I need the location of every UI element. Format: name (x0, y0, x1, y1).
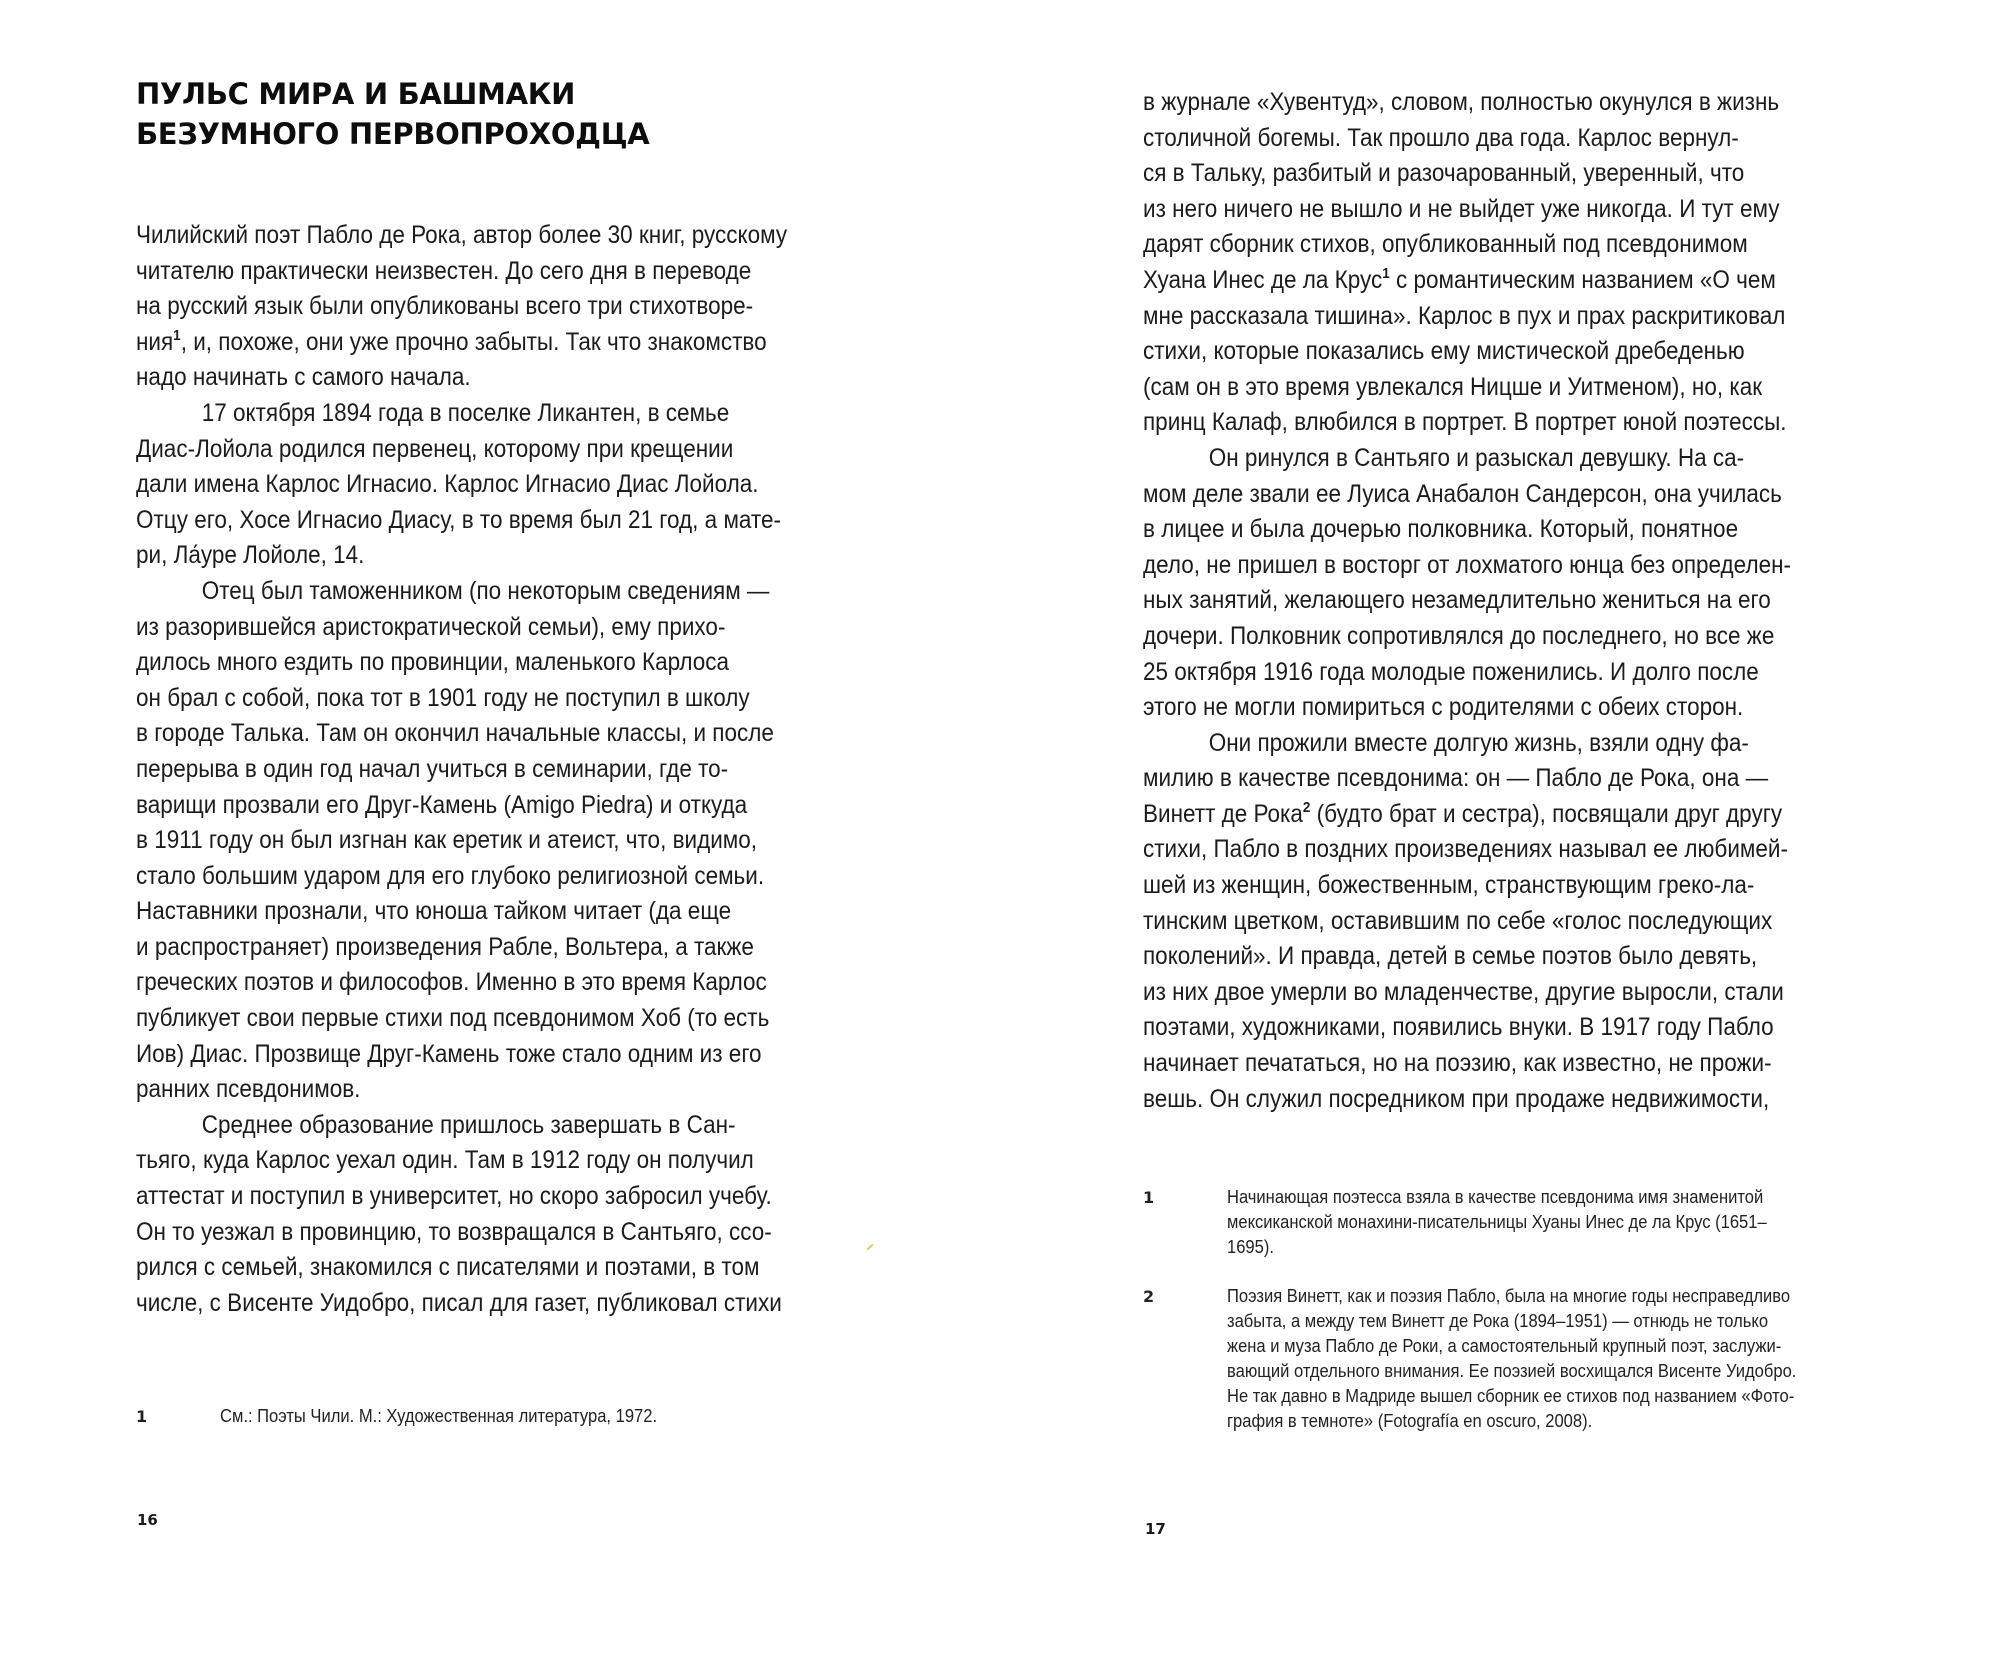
body-line-text: тинским цветком, оставившим по себе «голос последующих (1143, 906, 1773, 935)
body-line (1143, 370, 1791, 406)
body-line (136, 396, 787, 432)
body-line-text: Отцу его, Хосе Игнасио Диасу, в то время был 21 год, а мате- (136, 505, 781, 534)
body-line-text: греческих поэтов и философов. Именно в это время Карлос (136, 968, 767, 997)
footnote-line: Не так давно в Мадриде вышел сборник ее стихов под названием «Фото- (1227, 1386, 1795, 1406)
body-line (136, 1001, 787, 1037)
body-line (1143, 227, 1791, 263)
body-line (136, 1037, 787, 1073)
footnote-text (1227, 1185, 1796, 1260)
body-line-text: дочери. Полковник сопротивлялся до последнего, но все же (1143, 621, 1775, 650)
body-line (136, 894, 787, 930)
body-line (136, 289, 787, 325)
body-line-text: публикует свои первые стихи под псевдонимом Хоб (то есть (136, 1004, 770, 1033)
body-text (136, 218, 787, 1321)
footnote (1143, 1185, 1846, 1260)
footnote (136, 1404, 695, 1429)
footnote-text (1227, 1284, 1796, 1434)
body-line (136, 752, 787, 788)
body-line (1143, 156, 1791, 192)
body-line (1143, 1046, 1791, 1082)
footnote-number: 2 (1143, 1287, 1155, 1306)
body-text (1143, 85, 1791, 1117)
body-line (1143, 904, 1791, 940)
footnote-line: графия в темноте» (Fotografía en oscuro, 2008). (1227, 1411, 1593, 1431)
body-line-text: столичной богемы. Так прошло два года. Карлос вернул- (1143, 123, 1739, 152)
footnote-line: См.: Поэты Чили. М.: Художественная литература, 1972. (220, 1406, 658, 1426)
body-line-text: и распространяет) произведения Рабле, Вольтера, а также (136, 932, 754, 961)
body-line (136, 1143, 787, 1179)
footnote-line: забыта, а между тем Винетт де Рока (1894–1951) — отнюдь не только (1227, 1311, 1769, 1331)
chapter-title-line: БЕЗУМНОГО ПЕРВОПРОХОДЦА (136, 117, 650, 151)
body-line (136, 503, 787, 539)
body-line-text: рился с семьей, знакомился с писателями и поэтами, в том (136, 1253, 760, 1282)
body-line (136, 218, 787, 254)
body-line (1143, 832, 1791, 868)
body-line-text: дилось много ездить по провинции, маленького Карлоса (136, 648, 730, 677)
body-line-text: Диас-Лойола родился первенец, которому при крещении (136, 434, 734, 463)
body-line-text: в 1911 году он был изгнан как еретик и атеист, что, видимо, (136, 826, 758, 855)
body-line (1143, 726, 1791, 762)
body-line (1143, 441, 1791, 477)
body-line (136, 467, 787, 503)
body-line (1143, 121, 1791, 157)
body-line-text: читателю практически неизвестен. До сего дня в переводе (136, 256, 752, 285)
footnote-line: Начинающая поэтесса взяла в качестве псевдонима имя знаменитой (1227, 1187, 1764, 1207)
body-line (1143, 868, 1791, 904)
body-line-text: 17 октября 1894 года в поселке Ликантен, в семье (201, 398, 730, 427)
footnote-line: Поэзия Винетт, как и поэзия Пабло, была на многие годы несправедливо (1227, 1286, 1791, 1306)
footnote-line: вающий отдельного внимания. Ее поэзией восхищался Висенте Уидобро. (1227, 1361, 1797, 1381)
body-line (1143, 334, 1791, 370)
body-line-text: принц Калаф, влюбился в портрет. В портрет юной поэтессы. (1143, 408, 1787, 437)
body-line-text: Он ринулся в Сантьяго и разыскал девушку. На са- (1208, 443, 1745, 472)
body-line (1143, 619, 1791, 655)
body-line (1143, 1010, 1791, 1046)
body-line (1143, 761, 1791, 797)
body-line-text: вешь. Он служил посредником при продаже недвижимости, (1143, 1084, 1770, 1113)
chapter-title-line: ПУЛЬС МИРА И БАШМАКИ (136, 77, 576, 111)
body-line-text: стихи, которые показались ему мистической дребеденью (1143, 337, 1745, 366)
body-line-text: этого не могли помириться с родителями с обеих сторон. (1143, 693, 1744, 722)
body-line (136, 432, 787, 468)
body-line-text: Он то уезжал в провинцию, то возвращался в Сантьяго, ссо- (136, 1217, 772, 1246)
body-line (136, 538, 787, 574)
body-line-text: шей из женщин, божественным, странствующим греко-ла- (1143, 871, 1755, 900)
body-line (136, 859, 787, 895)
body-line (136, 823, 787, 859)
body-line-text: числе, с Висенте Уидобро, писал для газет, публиковал стихи (136, 1288, 782, 1317)
footnote-marker[interactable]: 2 (1302, 798, 1311, 816)
body-line-text: Хуана Инес де ла Крус (1143, 265, 1383, 294)
footnotes (1143, 1185, 1846, 1458)
right-page (1000, 0, 2000, 1672)
body-line (136, 1072, 787, 1108)
body-line-text: мом деле звали ее Луиса Анабалон Сандерсон, она училась (1143, 479, 1782, 508)
body-line-text: стихи, Пабло в поздних произведениях называл ее любимей- (1143, 835, 1788, 864)
body-line-text: стало большим ударом для его глубоко религиозной семьи. (136, 861, 765, 890)
body-line-text: варищи прозвали его Друг-Камень (Amigo Piedra) и откуда (136, 790, 748, 819)
body-line (1143, 512, 1791, 548)
body-line-text: (будто брат и сестра), посвящали друг другу (1310, 799, 1783, 828)
body-line-text: дали имена Карлос Игнасио. Карлос Игнасио Диас Лойола. (136, 470, 759, 499)
body-line (1143, 939, 1791, 975)
body-line-text: Винетт де Рока (1143, 799, 1303, 828)
body-line-text: перерыва в один год начал учиться в семинарии, где то- (136, 754, 729, 783)
body-line (136, 325, 787, 361)
body-line (1143, 299, 1791, 335)
body-line-text: в городе Талька. Там он окончил начальные классы, и после (136, 719, 774, 748)
body-line (1143, 263, 1791, 299)
body-line-text: (сам он в это время увлекался Ницше и Уитменом), но, как (1143, 372, 1763, 401)
body-line (1143, 405, 1791, 441)
page-number: 17 (1145, 1520, 1166, 1538)
footnote (1143, 1284, 1846, 1434)
body-line-text: Наставники прознали, что юноша тайком читает (да еще (136, 897, 732, 926)
footnote-marker[interactable]: 1 (1382, 264, 1390, 282)
body-line-text: ранних псевдонимов. (136, 1075, 361, 1104)
body-line (136, 1250, 787, 1286)
body-line-text: из них двое умерли во младенчестве, другие выросли, стали (1143, 977, 1784, 1006)
body-line-text: из него ничего не вышло и не выйдет уже никогда. И тут ему (1143, 194, 1780, 223)
body-line (136, 681, 787, 717)
body-line-text: тьяго, куда Карлос уехал один. Там в 1912 году он получил (136, 1146, 754, 1175)
footnote-marker[interactable]: 1 (173, 326, 181, 344)
body-line-text: надо начинать с самого начала. (136, 363, 471, 392)
footnote-line: 1695). (1227, 1237, 1274, 1257)
body-line (1143, 192, 1791, 228)
body-line-text: Среднее образование пришлось завершать в Сан- (201, 1110, 736, 1139)
body-line (1143, 477, 1791, 513)
body-line-text: ри, Ла́уре Лойоле, 14. (136, 541, 365, 570)
footnote-line: жена и муза Пабло де Роки, а самостоятельный крупный поэт, заслужи- (1227, 1336, 1782, 1356)
body-line (136, 360, 787, 396)
body-line (136, 1215, 787, 1251)
footnote-number: 1 (136, 1407, 148, 1426)
body-line (136, 610, 787, 646)
body-line-text: Отец был таможенником (по некоторым сведениям — (201, 576, 770, 605)
body-line-text: мне рассказала тишина». Карлос в пух и прах раскритиковал (1143, 301, 1786, 330)
body-line-text: с романтическим названием «О чем (1389, 265, 1776, 294)
body-line-text: Они прожили вместе долгую жизнь, взяли одну фа- (1208, 728, 1749, 757)
body-line-text: из разорившейся аристократической семьи), ему прихо- (136, 612, 726, 641)
body-line-text: он брал с собой, пока тот в 1901 году не поступил в школу (136, 683, 750, 712)
body-line (1143, 690, 1791, 726)
body-line (136, 1286, 787, 1322)
body-line (136, 574, 787, 610)
body-line (136, 930, 787, 966)
body-line (1143, 583, 1791, 619)
body-line (1143, 655, 1791, 691)
body-line (136, 645, 787, 681)
body-line-text: ных занятий, желающего незамедлительно жениться на его (1143, 586, 1771, 615)
body-line-text: поколений». И правда, детей в семье поэтов было девять, (1143, 942, 1758, 971)
body-line-text: дарят сборник стихов, опубликованный под псевдонимом (1143, 230, 1748, 259)
footnote-number: 1 (1143, 1188, 1155, 1207)
body-line-text: поэтами, художниками, появились внуки. В 1917 году Пабло (1143, 1013, 1774, 1042)
body-line-text: 25 октября 1916 года молодые поженились. И долго после (1143, 657, 1759, 686)
page-number: 16 (137, 1511, 158, 1529)
chapter-title (136, 74, 649, 154)
body-line (136, 254, 787, 290)
body-line (136, 1108, 787, 1144)
body-line-text: ся в Тальку, разбитый и разочарованный, уверенный, что (1143, 159, 1745, 188)
paper-speck (866, 1244, 873, 1251)
body-line-text: в лицее и была дочерью полковника. Который, понятное (1143, 515, 1739, 544)
footnotes (136, 1404, 695, 1453)
body-line-text: ния (136, 327, 174, 356)
body-line-text: милию в качестве псевдонима: он — Пабло де Рока, она — (1143, 764, 1769, 793)
body-line (1143, 548, 1791, 584)
body-line-text: аттестат и поступил в университет, но скоро забросил учебу. (136, 1182, 772, 1211)
body-line-text: дело, не пришел в восторг от лохматого юнца без определен- (1143, 550, 1792, 579)
body-line (1143, 1082, 1791, 1118)
body-line (1143, 975, 1791, 1011)
body-line (136, 788, 787, 824)
body-line-text: Иов) Диас. Прозвище Друг-Камень тоже стало одним из его (136, 1039, 762, 1068)
body-line (1143, 85, 1791, 121)
body-line-text: начинает печататься, но на поэзию, как известно, не прожи- (1143, 1049, 1772, 1078)
body-line (1143, 797, 1791, 833)
body-line (136, 1179, 787, 1215)
body-line-text: Чилийский поэт Пабло де Рока, автор более 30 книг, русскому (136, 221, 788, 249)
body-line-text: , и, похоже, они уже прочно забыты. Так что знакомство (180, 327, 767, 356)
body-line-text: на русский язык были опубликованы всего три стихотворе- (136, 292, 754, 321)
body-line (136, 716, 787, 752)
footnote-line: мексиканской монахини-писательницы Хуаны Инес де ла Крус (1651– (1227, 1212, 1767, 1232)
body-line (136, 965, 787, 1001)
body-line-text: в журнале «Хувентуд», словом, полностью окунулся в жизнь (1143, 88, 1780, 116)
footnote-text (220, 1404, 657, 1429)
